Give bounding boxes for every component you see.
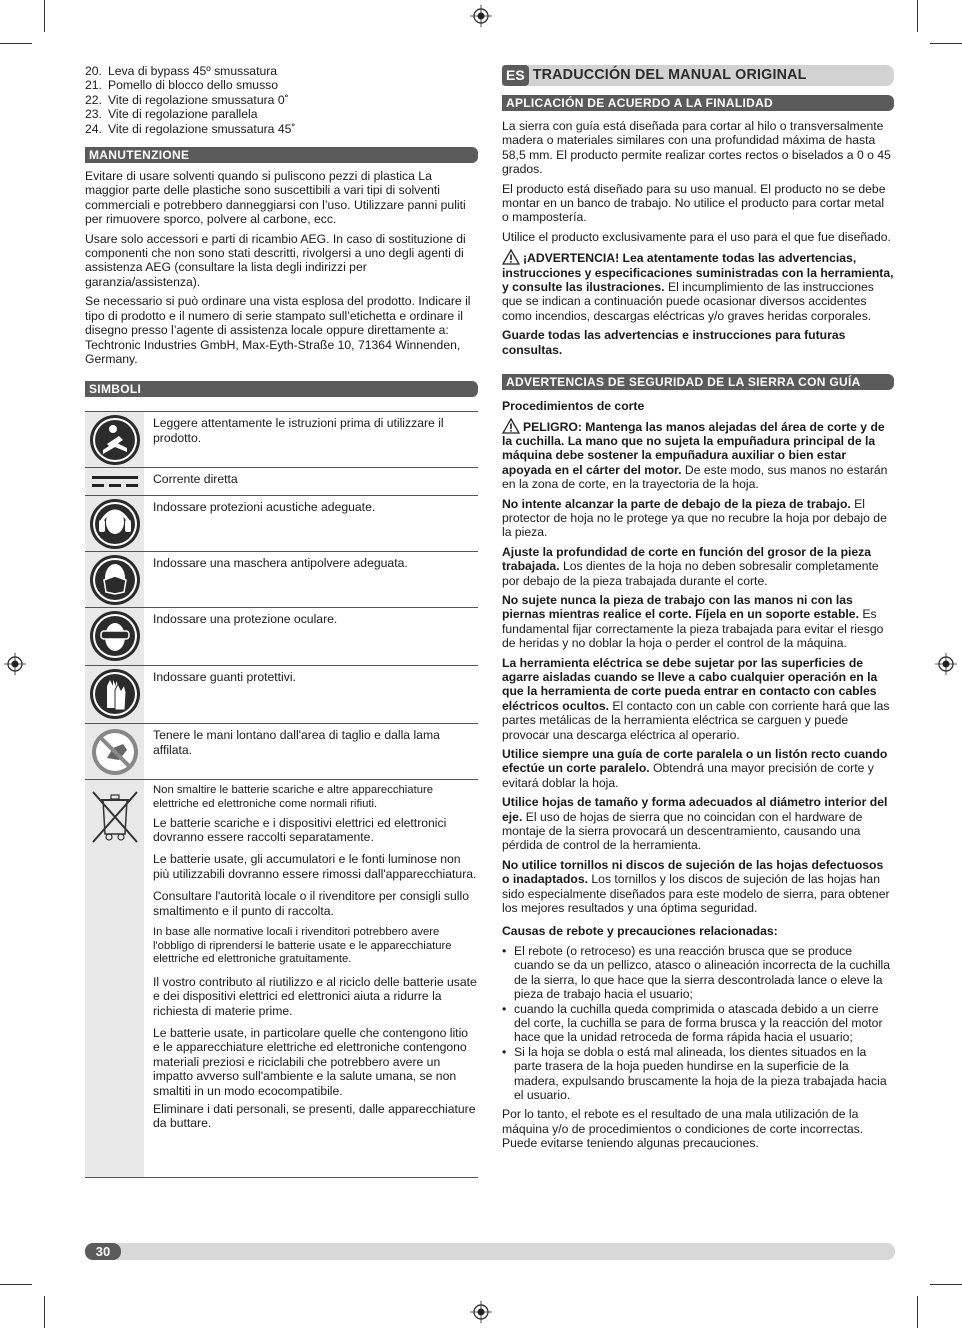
read-manual-icon xyxy=(85,412,144,467)
warning-icon xyxy=(502,249,520,265)
symbol-description: Le batterie scariche e i dispositivi elettrici ed elettronici dovranno essere raccolti separatamente. xyxy=(153,815,447,844)
symbols-table xyxy=(85,411,478,1178)
protective-gloves-icon xyxy=(85,666,144,723)
crop-mark xyxy=(930,43,962,44)
table-row xyxy=(85,552,478,608)
paragraph: Se necessario si può ordinare una vista esplosa del prodotto. Indicare il tipo di prodotto e il numero di serie stampato sull’etichetta e ordinare il disegno presso l’agente di assistenza locale oppure direttamente a: Techtronic Industries GmbH, Max-Eyth-Straße 10, 71364 Winnenden, Germany. xyxy=(85,294,471,366)
section-header-manutenzione: MANUTENZIONE xyxy=(85,147,478,163)
symbol-description: Eliminare i dati personali, se presenti, dalle apparecchiature da buttare. xyxy=(153,1101,476,1131)
main-title-bar xyxy=(502,65,894,86)
table-row xyxy=(85,608,478,666)
crop-mark xyxy=(0,1284,32,1285)
page-title: TRADUCCIÓN DEL MANUAL ORIGINAL xyxy=(532,67,807,84)
crop-mark xyxy=(44,1296,45,1328)
warning-icon xyxy=(502,418,520,434)
list-item: • cuando la cuchilla queda comprimida o atascada debido a un cierre del corte, la cuchilla se para de forma brusca y la reacción del motor hace que la unidad retroceda de forma rápida hacia el usuario; xyxy=(502,1001,883,1045)
symbol-description: Indossare guanti protettivi. xyxy=(153,670,296,685)
list-item: 20. Leva di bypass 45º smussatura xyxy=(85,64,278,78)
paragraph: No utilice tornillos ni discos de sujeción de las hojas defectuosos o inadaptados. Los tornillos y los discos de sujeción de las hojas han sido especialmente diseñados para este modelo de sierra, para obtener los mejores resultados y una óptima seguridad. xyxy=(502,857,890,916)
registration-mark-icon xyxy=(470,1301,492,1323)
ear-protection-icon xyxy=(85,496,144,551)
symbol-description: Le batterie usate, in particolare quelle che contengono litio e le apparecchiature elettriche ed elettroniche contengono materiali preziosi e riciclabili che potrebbero avere un impatto avverso sull'ambiente e la salute umana, se non smaltiti in un modo ecocompatibile. xyxy=(153,1025,469,1098)
danger-paragraph: PELIGRO: Mantenga las manos alejadas del área de corte y de la cuchilla. La mano que no sujeta la empuñadura principal de la máquina debe sostener la empuñadura auxiliar o bien estar apoyada en el cárter del motor. De este modo, sus manos no estarán en la zona de corte, en la trayectoria de la hoja. xyxy=(502,419,888,492)
paragraph: La herramienta eléctrica se debe sujetar por las superficies de agarre aisladas cuando se lleve a cabo cualquier operación en la que la herramienta de corte pueda entrar en contacto con cables eléctricos ocultos. El contacto con un cable con corriente hará que las partes metálicas de la herramienta eléctrica se carguen y puede provocar una descarga eléctrica al operario. xyxy=(502,655,890,742)
registration-mark-icon xyxy=(935,653,957,675)
list-item: 23. Vite di regolazione parallela xyxy=(85,107,258,122)
list-item: 21. Pomello di blocco dello smusso xyxy=(85,78,279,93)
symbol-description: Indossare una protezione oculare. xyxy=(153,612,338,627)
language-badge: ES xyxy=(502,65,529,86)
crop-mark xyxy=(917,1296,918,1328)
keep-hands-away-icon xyxy=(85,724,144,779)
symbol-description: In base alle normative locali i rivenditori potrebbero avere l'obbligo di riprendersi le batterie usate e le apparecchiature elettriche ed elettroniche gratuitamente. xyxy=(153,925,452,966)
warning-paragraph: ¡ADVERTENCIA! Lea atentamente todas las advertencias, instrucciones y especificaciones suministradas con la herramienta, y consulte las ilustraciones. El incumplimiento de las instrucciones que se indican a continuación puede ocasionar diversos accidentes como incendios, descargas eléctricas y/o graves heridas corporales. xyxy=(502,251,894,323)
paragraph: Usare solo accessori e parti di ricambio AEG. In caso di sostituzione di componenti che non sono stati descritti, rivolgersi a uno degli agenti di assistenza AEG (consultare la lista degli indirizzi per garanzia/assistenza). xyxy=(85,231,466,289)
paragraph: Evitare di usare solventi quando si puliscono pezzi di plastica La maggior parte delle plastiche sono suscettibili a vari tipi di solventi commerciali e potrebbero danneggiarsi con l’uso. Utilizzare panni puliti per rimuovere sporco, polvere al carbone, ecc. xyxy=(85,169,466,227)
table-row xyxy=(85,468,478,496)
section-header-simboli: SIMBOLI xyxy=(85,381,478,397)
list-item: 24. Vite di regolazione smussatura 45˚ xyxy=(85,121,296,136)
paragraph: La sierra con guía está diseñada para cortar al hilo o transversalmente madera o materiales similares con una profundidad máxima de hasta 58,5 mm. El producto permite realizar cortes rectos o biselados a 0 o 45 grados. xyxy=(502,119,891,177)
crossed-bin-icon xyxy=(85,780,144,1177)
paragraph: Guarde todas las advertencias e instrucciones para futuras consultas. xyxy=(502,328,846,357)
symbol-description: Indossare una maschera antipolvere adeguata. xyxy=(153,556,408,571)
left-column xyxy=(85,64,478,1178)
registration-mark-icon xyxy=(4,653,26,675)
symbol-description: Consultare l'autorità locale o il rivenditore per consigli sullo smaltimento e il punto di raccolta. xyxy=(153,889,469,918)
crop-mark xyxy=(917,0,918,32)
table-row xyxy=(85,780,478,1178)
paragraph: El producto está diseñado para su uso manual. El producto no se debe montar en un banco de trabajo. No utilice el producto para cortar metal o mampostería. xyxy=(502,181,886,225)
table-row xyxy=(85,724,478,780)
paragraph: No sujete nunca la pieza de trabajo con las manos ni con las piernas mientras realice el corte. Fíjela en un soporte estable. Es fundamental fijar correctamente la pieza trabajada para evitar el riesgo de heridas y no doblar la hoja o perder el control de la máquina. xyxy=(502,592,884,651)
symbol-description: Il vostro contributo al riutilizzo e al riciclo delle batterie usate e dei dispositivi elettrici ed elettronici aiuta a ridurre la richiesta di materie prime. xyxy=(153,974,477,1018)
subheading: Procedimientos de corte xyxy=(502,399,645,414)
crop-mark xyxy=(44,0,45,32)
list-item: • El rebote (o retroceso) es una reacción brusca que se produce cuando se da un pellizco, atasco o alineación incorrecta de la cuchilla de la sierra, lo que hace que la sierra descontrolada lance o eleve la pieza de trabajo hacia el usuario; xyxy=(502,943,891,1002)
symbol-description: Le batterie usate, gli accumulatori e le fonti luminose non più utilizzabili dovranno essere rimossi dall'apparecchiatura. xyxy=(153,852,477,881)
direct-current-icon xyxy=(85,468,144,495)
crop-mark xyxy=(930,1284,962,1285)
list-item: • Si la hoja se dobla o está mal alineada, los dientes situados en la parte trasera de la hoja pueden hundirse en la superficie de la madera, expulsando bruscamente la hoja de la pieza trabajada hacia el usuario. xyxy=(502,1044,887,1102)
kickback-list xyxy=(502,944,894,1102)
table-row xyxy=(85,412,478,468)
symbol-description: Corrente diretta xyxy=(153,472,238,487)
dust-mask-icon xyxy=(85,552,144,607)
table-row xyxy=(85,496,478,552)
paragraph: Por lo tanto, el rebote es el resultado de una mala utilización de la máquina y/o de procedimientos o condiciones de corte incorrectas. Puede evitarse teniendo algunas precauciones. xyxy=(502,1107,864,1151)
paragraph: Ajuste la profundidad de corte en función del grosor de la pieza trabajada. Los dientes de la hoja no deben sobresalir completamente por debajo de la pieza trabajada durante el corte. xyxy=(502,544,879,588)
page-number: 30 xyxy=(85,1243,121,1260)
right-column xyxy=(502,64,894,1156)
subheading: Causas de rebote y precauciones relacionadas: xyxy=(502,923,778,938)
paragraph: Utilice siempre una guía de corte paralela o un listón recto cuando efectúe un corte paralelo. Obtendrá una mayor precisión de corte y evitará doblar la hoja. xyxy=(502,747,888,790)
list-item: 22. Vite di regolazione smussatura 0˚ xyxy=(85,92,289,107)
paragraph: Utilice el producto exclusivamente para el uso para el que fue diseñado. xyxy=(502,229,891,244)
section-header-aplicacion: APLICACIÓN DE ACUERDO A LA FINALIDAD xyxy=(502,95,894,111)
paragraph: Utilice hojas de tamaño y forma adecuados al diámetro interior del eje. El uso de hojas de sierra que no coincidan con el hardware de montaje de la sierra provocará un descentramiento, causando una pérdida de control de la herramienta. xyxy=(502,795,888,853)
symbol-description: Non smaltire le batterie scariche e altre apparecchiature elettriche ed elettroniche come normali rifiuti. xyxy=(153,784,434,810)
crop-mark xyxy=(0,43,32,44)
eye-protection-icon xyxy=(85,608,144,665)
symbol-description: Indossare protezioni acustiche adeguate. xyxy=(153,500,376,515)
section-header-seguridad: ADVERTENCIAS DE SEGURIDAD DE LA SIERRA CON GUÍA xyxy=(502,374,894,390)
footer-bar xyxy=(85,1243,895,1260)
table-row xyxy=(85,666,478,724)
registration-mark-icon xyxy=(470,5,492,27)
paragraph: No intente alcanzar la parte de debajo de la pieza de trabajo. El protector de hoja no le protege ya que no recubre la hoja por debajo de la pieza. xyxy=(502,496,887,540)
parts-list xyxy=(85,64,478,136)
symbol-description: Leggere attentamente le istruzioni prima di utilizzare il prodotto. xyxy=(153,416,444,445)
symbol-description: Tenere le mani lontano dall'area di taglio e dalla lama affilata. xyxy=(153,728,440,757)
